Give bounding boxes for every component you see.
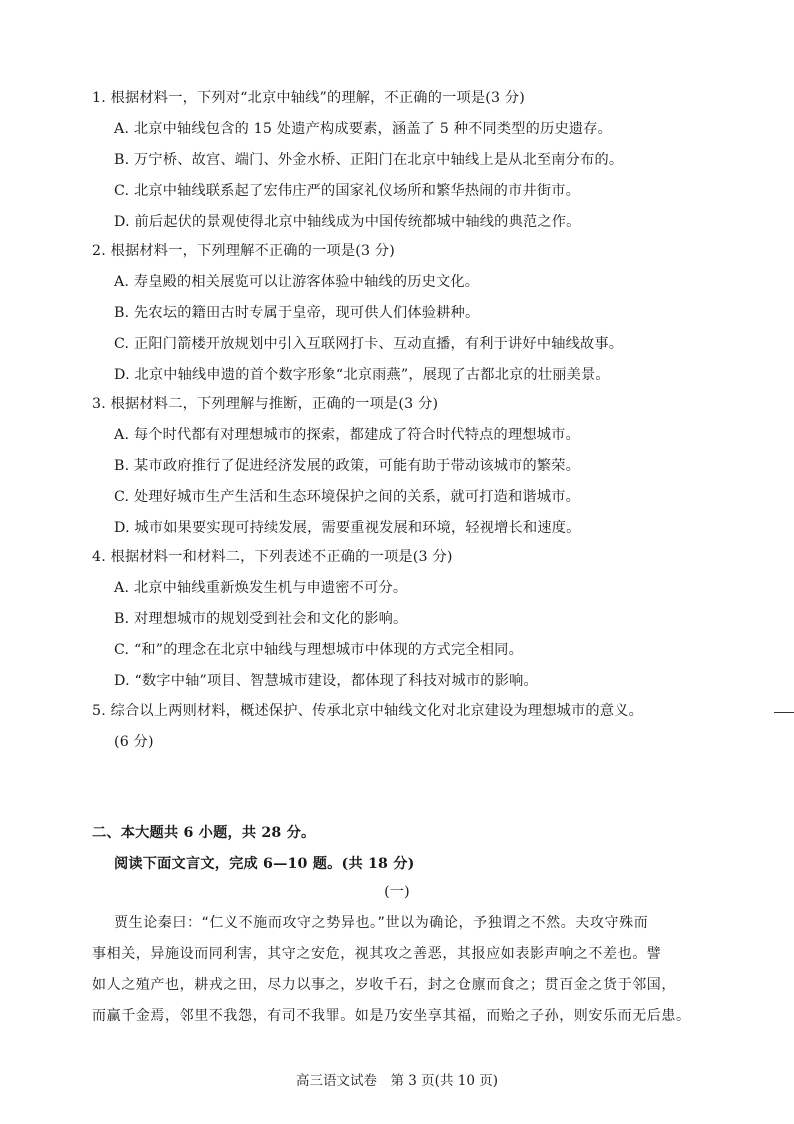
question-1-option-c: C. 北京中轴线联系起了宏伟庄严的国家礼仪场所和繁华热闹的市井街市。 [114, 183, 580, 199]
question-3-stem: 3. 根据材料二，下列理解与推断，正确的一项是(3 分) [92, 396, 439, 412]
margin-tick [774, 712, 794, 713]
passage-line-3: 如人之殖产也，耕戎之田，尽力以事之，岁收千石，封之仓廪而食之；贯百金之货于邻国， [92, 977, 676, 993]
question-5-stem: 5. 综合以上两则材料，概述保护、传承北京中轴线文化对北京建设为理想城市的意义。 [92, 703, 643, 719]
section-2-heading: 二、本大题共 6 小题，共 28 分。 [92, 825, 316, 841]
question-4-option-c: C. “和”的理念在北京中轴线与理想城市中体现的方式完全相同。 [114, 642, 523, 658]
question-2-option-b: B. 先农坛的籍田古时专属于皇帝，现可供人们体验耕种。 [114, 305, 480, 321]
passage-line-2: 事相关，异施设而同利害，其守之安危，视其攻之善恶，其报应如表影声响之不差也。譬 [92, 946, 662, 962]
question-2-option-d: D. 北京中轴线申遗的首个数字形象“北京雨燕”，展现了古都北京的壮丽美景。 [114, 367, 610, 383]
passage-line-1: 贾生论秦曰：“仁义不施而攻守之势异也。”世以为确论，予独谓之不然。夫攻守殊而 [114, 915, 649, 931]
question-2-option-a: A. 寿皇殿的相关展览可以让游客体验中轴线的历史文化。 [114, 274, 480, 290]
question-3-option-a: A. 每个时代都有对理想城市的探索，都建成了符合时代特点的理想城市。 [114, 427, 580, 443]
question-4-option-b: B. 对理想城市的规划受到社会和文化的影响。 [114, 611, 408, 627]
question-3-option-c: C. 处理好城市生产生活和生态环境保护之间的关系，就可打造和谐城市。 [114, 489, 580, 505]
passage-part-label: (一) [384, 884, 410, 900]
question-4-option-d: D. “数字中轴”项目、智慧城市建设，都体现了科技对城市的影响。 [114, 673, 538, 689]
question-1-option-b: B. 万宁桥、故宫、端门、外金水桥、正阳门在北京中轴线上是从北至南分布的。 [114, 152, 624, 168]
question-4-stem: 4. 根据材料一和材料二，下列表述不正确的一项是(3 分) [92, 549, 453, 565]
passage-line-4: 而赢千金焉，邻里不我怨，有司不我罪。如是乃安坐享其福，而贻之子孙，则安乐而无后患。 [92, 1008, 691, 1024]
question-3-option-d: D. 城市如果要实现可持续发展，需要重视发展和环境，轻视增长和速度。 [114, 520, 581, 536]
page-footer: 高三语文试卷 第 3 页(共 10 页) [296, 1073, 498, 1089]
section-2-instruction: 阅读下面文言文，完成 6—10 题。(共 18 分) [114, 856, 415, 872]
question-1-stem: 1. 根据材料一，下列对“北京中轴线”的理解，不正确的一项是(3 分) [92, 90, 526, 106]
question-2-option-c: C. 正阳门箭楼开放规划中引入互联网打卡、互动直播，有利于讲好中轴线故事。 [114, 336, 624, 352]
question-4-option-a: A. 北京中轴线重新焕发生机与申遗密不可分。 [114, 580, 408, 596]
question-2-stem: 2. 根据材料一，下列理解不正确的一项是(3 分) [92, 243, 396, 259]
question-3-option-b: B. 某市政府推行了促进经济发展的政策，可能有助于带动该城市的繁荣。 [114, 458, 581, 474]
question-1-option-a: A. 北京中轴线包含的 15 处遗产构成要素，涵盖了 5 种不同类型的历史遗存。 [114, 121, 613, 137]
question-5-points: (6 分) [114, 734, 154, 750]
question-1-option-d: D. 前后起伏的景观使得北京中轴线成为中国传统都城中轴线的典范之作。 [114, 214, 581, 230]
